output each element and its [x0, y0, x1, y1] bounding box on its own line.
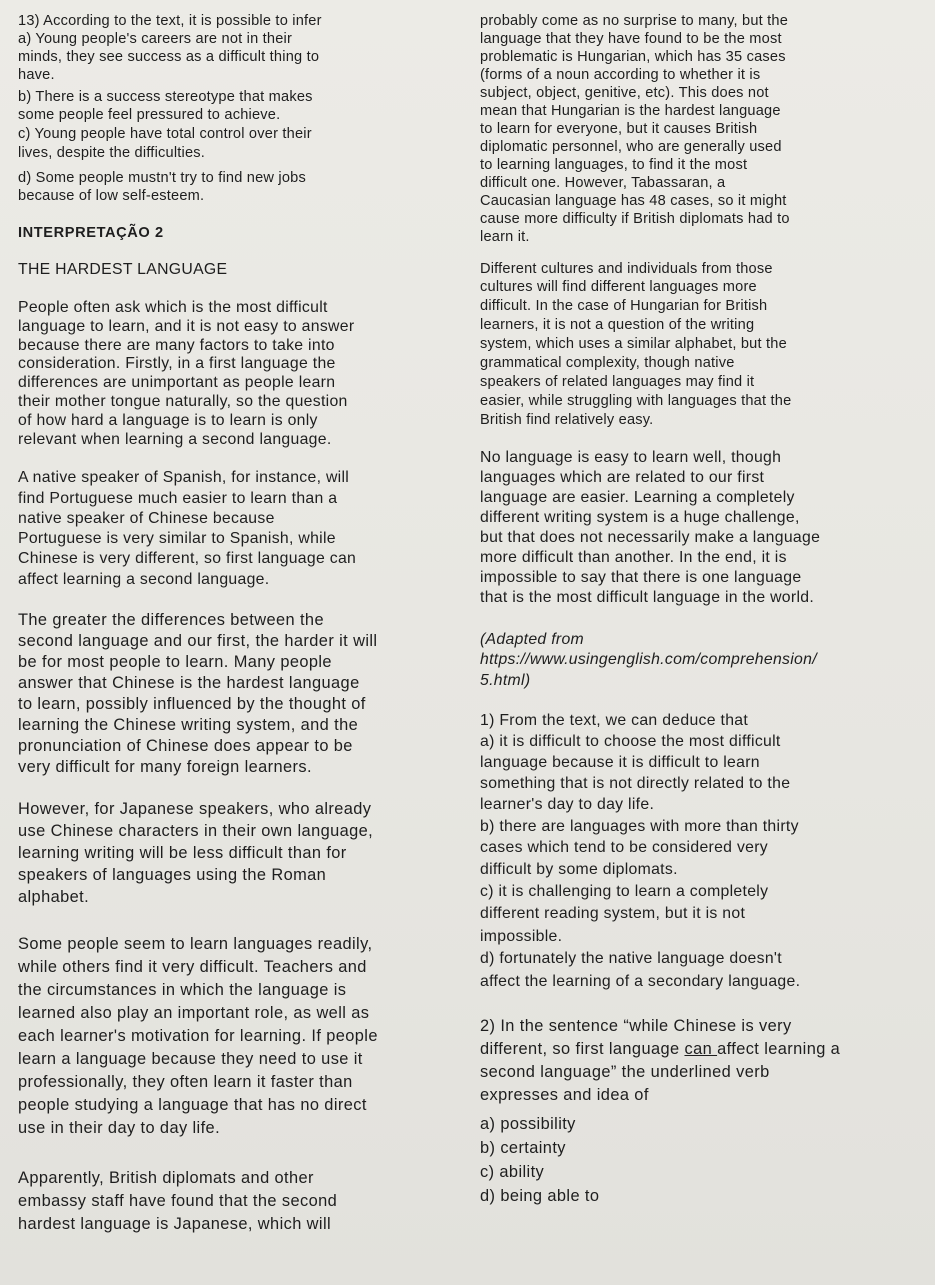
paragraph-line: Some people seem to learn languages readily,: [18, 935, 373, 953]
paragraph-line: second language and our first, the harder it will: [18, 632, 378, 650]
paragraph-line: language are easier. Learning a completely: [480, 489, 795, 506]
question-2-option-d: d) being able to: [480, 1187, 600, 1205]
question-2-stem: expresses and idea of: [480, 1086, 649, 1104]
section-heading: INTERPRETAÇÃO 2: [18, 225, 164, 241]
question-1-option-c: different reading system, but it is not: [480, 905, 746, 922]
question-13-option-c: lives, despite the difficulties.: [18, 145, 206, 161]
paragraph-line: different writing system is a huge challenge,: [480, 509, 800, 526]
paragraph-line: because there are many factors to take into: [18, 337, 335, 354]
paragraph-line: However, for Japanese speakers, who already: [18, 800, 372, 818]
paragraph-line: embassy staff have found that the second: [18, 1192, 338, 1210]
paragraph-line: people studying a language that has no direct: [18, 1096, 367, 1114]
paragraph-line: Chinese is very different, so first language can: [18, 550, 357, 567]
paragraph-line: learning the Chinese writing system, and the: [18, 716, 359, 734]
question-13-option-a: a) Young people's careers are not in their: [18, 31, 293, 47]
question-1-option-c: c) it is challenging to learn a completely: [480, 883, 769, 900]
question-1-stem: 1) From the text, we can deduce that: [480, 712, 749, 729]
paragraph-line: to learn, possibly influenced by the thought of: [18, 695, 366, 713]
question-13-option-b: b) There is a success stereotype that makes: [18, 89, 313, 105]
paragraph-line: professionally, they often learn it faster than: [18, 1073, 353, 1091]
question-1-option-b: cases which tend to be considered very: [480, 839, 768, 856]
paragraph-line: to learning languages, to find it the most: [480, 157, 748, 173]
paragraph-line: British find relatively easy.: [480, 412, 654, 428]
question-2-stem-text: affect learning a: [717, 1040, 841, 1058]
question-1-option-d: affect the learning of a secondary language.: [480, 973, 801, 990]
paragraph-line: speakers of related languages may find it: [480, 374, 755, 390]
paragraph-line: diplomatic personnel, who are generally used: [480, 139, 782, 155]
question-1-option-a: language because it is difficult to learn: [480, 754, 760, 771]
paragraph-line: learn a language because they need to use it: [18, 1050, 363, 1068]
paragraph-line: pronunciation of Chinese does appear to be: [18, 737, 353, 755]
paragraph-line: learning writing will be less difficult than for: [18, 844, 347, 862]
paragraph-line: answer that Chinese is the hardest language: [18, 674, 360, 692]
paragraph-line: impossible to say that there is one language: [480, 569, 802, 586]
question-2-stem: [480, 1041, 840, 1057]
question-1-option-a: something that is not directly related to the: [480, 775, 791, 792]
question-13-option-c: c) Young people have total control over their: [18, 126, 312, 142]
paragraph-line: each learner's motivation for learning. If people: [18, 1027, 378, 1045]
paragraph-line: (forms of a noun according to whether it is: [480, 67, 761, 83]
paragraph-line: hardest language is Japanese, which will: [18, 1215, 332, 1233]
paragraph-line: that is the most difficult language in the world.: [480, 589, 815, 606]
paragraph-line: more difficult than another. In the end, it is: [480, 549, 787, 566]
question-13-option-d: d) Some people mustn't try to find new jobs: [18, 170, 306, 186]
paragraph-line: cause more difficulty if British diplomats had to: [480, 211, 790, 227]
paragraph-line: of how hard a language is to learn is only: [18, 412, 318, 429]
paragraph-line: consideration. Firstly, in a first language the: [18, 355, 336, 372]
paragraph-line: learn it.: [480, 229, 530, 245]
question-13-option-d: because of low self-esteem.: [18, 188, 205, 204]
paragraph-line: probably come as no surprise to many, but the: [480, 13, 789, 29]
question-1-option-c: impossible.: [480, 928, 563, 945]
paragraph-line: A native speaker of Spanish, for instance, will: [18, 469, 350, 486]
source-line: 5.html): [480, 672, 531, 689]
question-1-option-d: d) fortunately the native language doesn't: [480, 950, 782, 967]
question-13-option-a: have.: [18, 67, 55, 83]
paragraph-line: the circumstances in which the language is: [18, 981, 347, 999]
paragraph-line: be for most people to learn. Many people: [18, 653, 332, 671]
paragraph-line: relevant when learning a second language.: [18, 431, 332, 448]
paragraph-line: language that they have found to be the most: [480, 31, 782, 47]
paragraph-line: differences are unimportant as people learn: [18, 374, 336, 391]
paragraph-line: find Portuguese much easier to learn than a: [18, 490, 338, 507]
question-2-option-a: a) possibility: [480, 1115, 576, 1133]
paragraph-line: Different cultures and individuals from those: [480, 261, 773, 277]
paragraph-line: subject, object, genitive, etc). This does not: [480, 85, 769, 101]
paragraph-line: difficult. In the case of Hungarian for British: [480, 298, 768, 314]
source-line: (Adapted from: [480, 631, 584, 648]
paragraph-line: Portuguese is very similar to Spanish, while: [18, 530, 336, 547]
source-url: https://www.usingenglish.com/comprehension/: [480, 651, 817, 668]
paragraph-line: grammatical complexity, though native: [480, 355, 735, 371]
paragraph-line: problematic is Hungarian, which has 35 cases: [480, 49, 786, 65]
paragraph-line: speakers of languages using the Roman: [18, 866, 327, 884]
paragraph-line: system, which uses a similar alphabet, but the: [480, 336, 787, 352]
paragraph-line: while others find it very difficult. Teachers and: [18, 958, 367, 976]
passage-title: THE HARDEST LANGUAGE: [18, 261, 228, 278]
question-2-stem-text: different, so first language: [480, 1040, 685, 1058]
paragraph-line: cultures will find different languages more: [480, 279, 757, 295]
question-1-option-a: learner's day to day life.: [480, 796, 655, 813]
question-1-option-a: a) it is difficult to choose the most difficult: [480, 733, 781, 750]
paragraph-line: difficult one. However, Tabassaran, a: [480, 175, 726, 191]
paragraph-line: their mother tongue naturally, so the question: [18, 393, 348, 410]
paragraph-line: very difficult for many foreign learners.: [18, 758, 312, 776]
paragraph-line: use Chinese characters in their own language,: [18, 822, 374, 840]
paragraph-line: but that does not necessarily make a language: [480, 529, 821, 546]
question-2-option-c: c) ability: [480, 1163, 545, 1181]
paragraph-line: alphabet.: [18, 888, 90, 906]
paragraph-line: learners, it is not a question of the writing: [480, 317, 755, 333]
paragraph-line: Caucasian language has 48 cases, so it might: [480, 193, 787, 209]
paragraph-line: learned also play an important role, as well as: [18, 1004, 370, 1022]
paragraph-line: No language is easy to learn well, though: [480, 449, 782, 466]
paragraph-line: use in their day to day life.: [18, 1119, 221, 1137]
paragraph-line: language to learn, and it is not easy to answer: [18, 318, 355, 335]
question-2-option-b: b) certainty: [480, 1139, 566, 1157]
question-2-stem: 2) In the sentence “while Chinese is very: [480, 1017, 792, 1035]
paragraph-line: Apparently, British diplomats and other: [18, 1169, 314, 1187]
paragraph-line: mean that Hungarian is the hardest language: [480, 103, 781, 119]
underlined-verb: can: [684, 1040, 718, 1058]
paragraph-line: affect learning a second language.: [18, 571, 270, 588]
paragraph-line: native speaker of Chinese because: [18, 510, 275, 527]
question-13-option-b: some people feel pressured to achieve.: [18, 107, 281, 123]
paragraph-line: The greater the differences between the: [18, 611, 324, 629]
question-13-stem: 13) According to the text, it is possible to infer: [18, 13, 322, 29]
paragraph-line: to learn for everyone, but it causes British: [480, 121, 758, 137]
paragraph-line: easier, while struggling with languages that the: [480, 393, 792, 409]
question-2-stem: second language” the underlined verb: [480, 1063, 770, 1081]
question-13-option-a: minds, they see success as a difficult thing to: [18, 49, 320, 65]
paragraph-line: People often ask which is the most difficult: [18, 299, 328, 316]
question-1-option-b: b) there are languages with more than thirty: [480, 818, 799, 835]
paragraph-line: languages which are related to our first: [480, 469, 765, 486]
question-1-option-b: difficult by some diplomats.: [480, 861, 678, 878]
